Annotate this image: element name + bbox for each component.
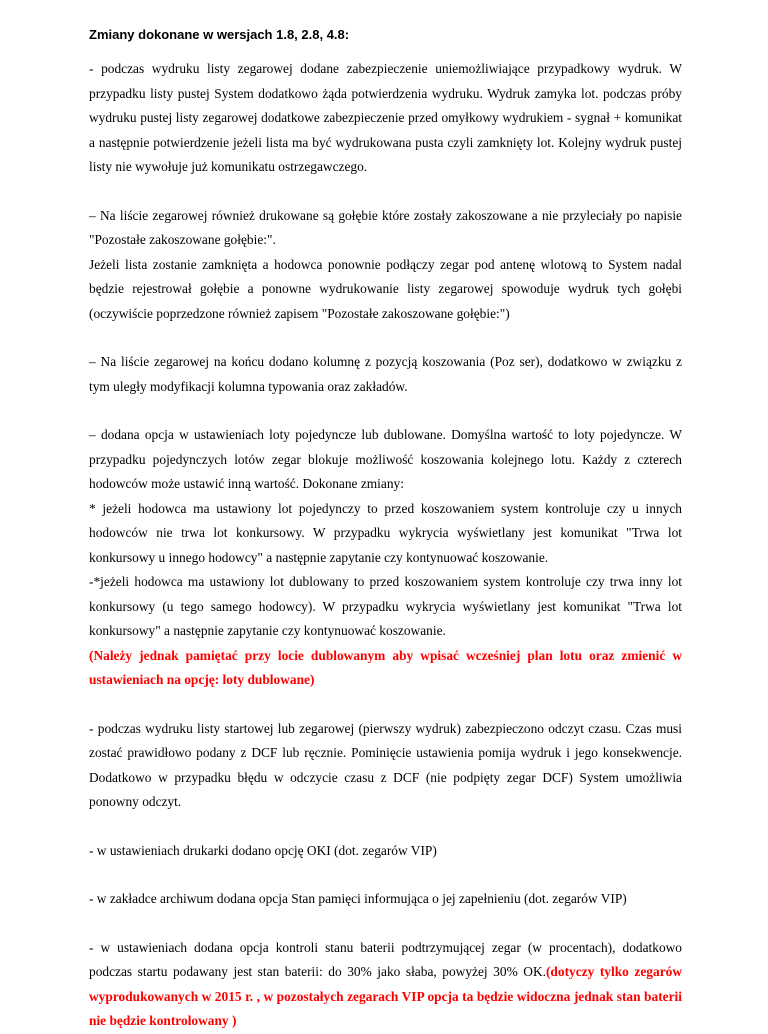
spacer: [89, 815, 682, 839]
spacer: [89, 399, 682, 423]
spacer: [89, 912, 682, 936]
document-page: [89, 26, 682, 1034]
paragraph-double-flight-warning: (Należy jednak pamiętać przy locie dublowanym aby wpisać wcześniej plan lotu oraz zmienić w ustawieniach na opcję: loty dublowane): [89, 647, 682, 687]
paragraph-battery-control: [89, 936, 682, 1034]
battery-control-text: - w ustawieniach dodana opcja kontroli stanu baterii podtrzymującej zegar (w procentach), dodatkowo podczas startu podawany jest stan baterii: do 30% jako słaba, powyżej 30% OK.: [89, 939, 682, 979]
battery-control-note: (dotyczy tylko zegarów wyprodukowanych w 2015 r. , w pozostałych zegarach VIP opcja ta będzie widoczna jednak stan baterii nie będzie kontrolowany ): [89, 964, 682, 1028]
paragraph-double-flight-rule: -*jeżeli hodowca ma ustawiony lot dublowany to przed koszowaniem system kontroluje czy trwa inny lot konkursowy (u tego samego hodowcy). W przypadku wykrycia wyświetlany jest komunikat "Trwa lot konkursowy" a następnie zapytanie czy kontynuować koszowanie.: [89, 574, 682, 638]
paragraph-print-protection: - podczas wydruku listy zegarowej dodane zabezpieczenie uniemożliwiające przypadkowy wydruk. W przypadku listy pustej System dodatkowo żąda potwierdzenia wydruku. Wydruk zamyka lot. podczas próby wydruku pustej listy zegarowej dodatkowe zabezpieczenie przed omyłkowy wydrukiem - sygnał + komunikat a następnie potwierdzenie jeżeli lista ma być wydrukowana pusta czyli zamknięty lot. Kolejny wydruk pustej listy nie wywołuje już komunikatu ostrzegawczego.: [89, 61, 682, 174]
paragraph-single-double-flights: – dodana opcja w ustawieniach loty pojedyncze lub dublowane. Domyślna wartość to loty pojedyncze. W przypadku pojedynczych lotów zegar blokuje możliwość koszowania kolejnego lotu. Każdy z czterech hodowców może ustawić inną wartość. Dokonane zmiany:: [89, 427, 682, 491]
paragraph-memory-status: - w zakładce archiwum dodana opcja Stan pamięci informująca o jej zapełnieniu (dot. zegarów VIP): [89, 891, 627, 906]
spacer: [89, 693, 682, 717]
spacer: [89, 863, 682, 887]
paragraph-remaining-pigeons: – Na liście zegarowej również drukowane są gołębie które zostały zakoszowane a nie przyleciały po napisie "Pozostałe zakoszowane gołębie:".: [89, 207, 682, 247]
paragraph-single-flight-rule: * jeżeli hodowca ma ustawiony lot pojedynczy to przed koszowaniem system kontroluje czy u innych hodowców nie trwa lot konkursowy. W przypadku wykrycia wyświetlany jest komunikat "Trwa lot konkursowy u innego hodowcy" a następnie zapytanie czy kontynuować koszowanie.: [89, 500, 682, 565]
paragraph-list-reprint: Jeżeli lista zostanie zamknięta a hodowca ponownie podłączy zegar pod antenę wlotową to System nadal będzie rejestrował gołębie a ponowne wydrukowanie listy zegarowej spowoduje wydruk tych gołębi (oczywiście poprzedzone również zapisem "Pozostałe zakoszowane gołębie:"): [89, 256, 682, 321]
spacer: [89, 180, 682, 204]
paragraph-oki-printer: - w ustawieniach drukarki dodano opcję OKI (dot. zegarów VIP): [89, 842, 437, 858]
document-title: Zmiany dokonane w wersjach 1.8, 2.8, 4.8:: [89, 27, 350, 42]
paragraph-time-reading: - podczas wydruku listy startowej lub zegarowej (pierwszy wydruk) zabezpieczono odczyt czasu. Czas musi zostać prawidłowo podany z DCF lub ręcznie. Pominięcie ustawienia pomija wydruk i jego konsekwencje. Dodatkowo w przypadku błędu w odczycie czasu z DCF (nie podpięty zegar DCF) System umożliwia ponowny odczyt.: [89, 720, 682, 809]
spacer: [89, 326, 682, 350]
paragraph-basket-position-column: – Na liście zegarowej na końcu dodano kolumnę z pozycją koszowania (Poz ser), dodatkowo w związku z tym uległy modyfikacji kolumna typowania oraz zakładów.: [89, 354, 682, 394]
